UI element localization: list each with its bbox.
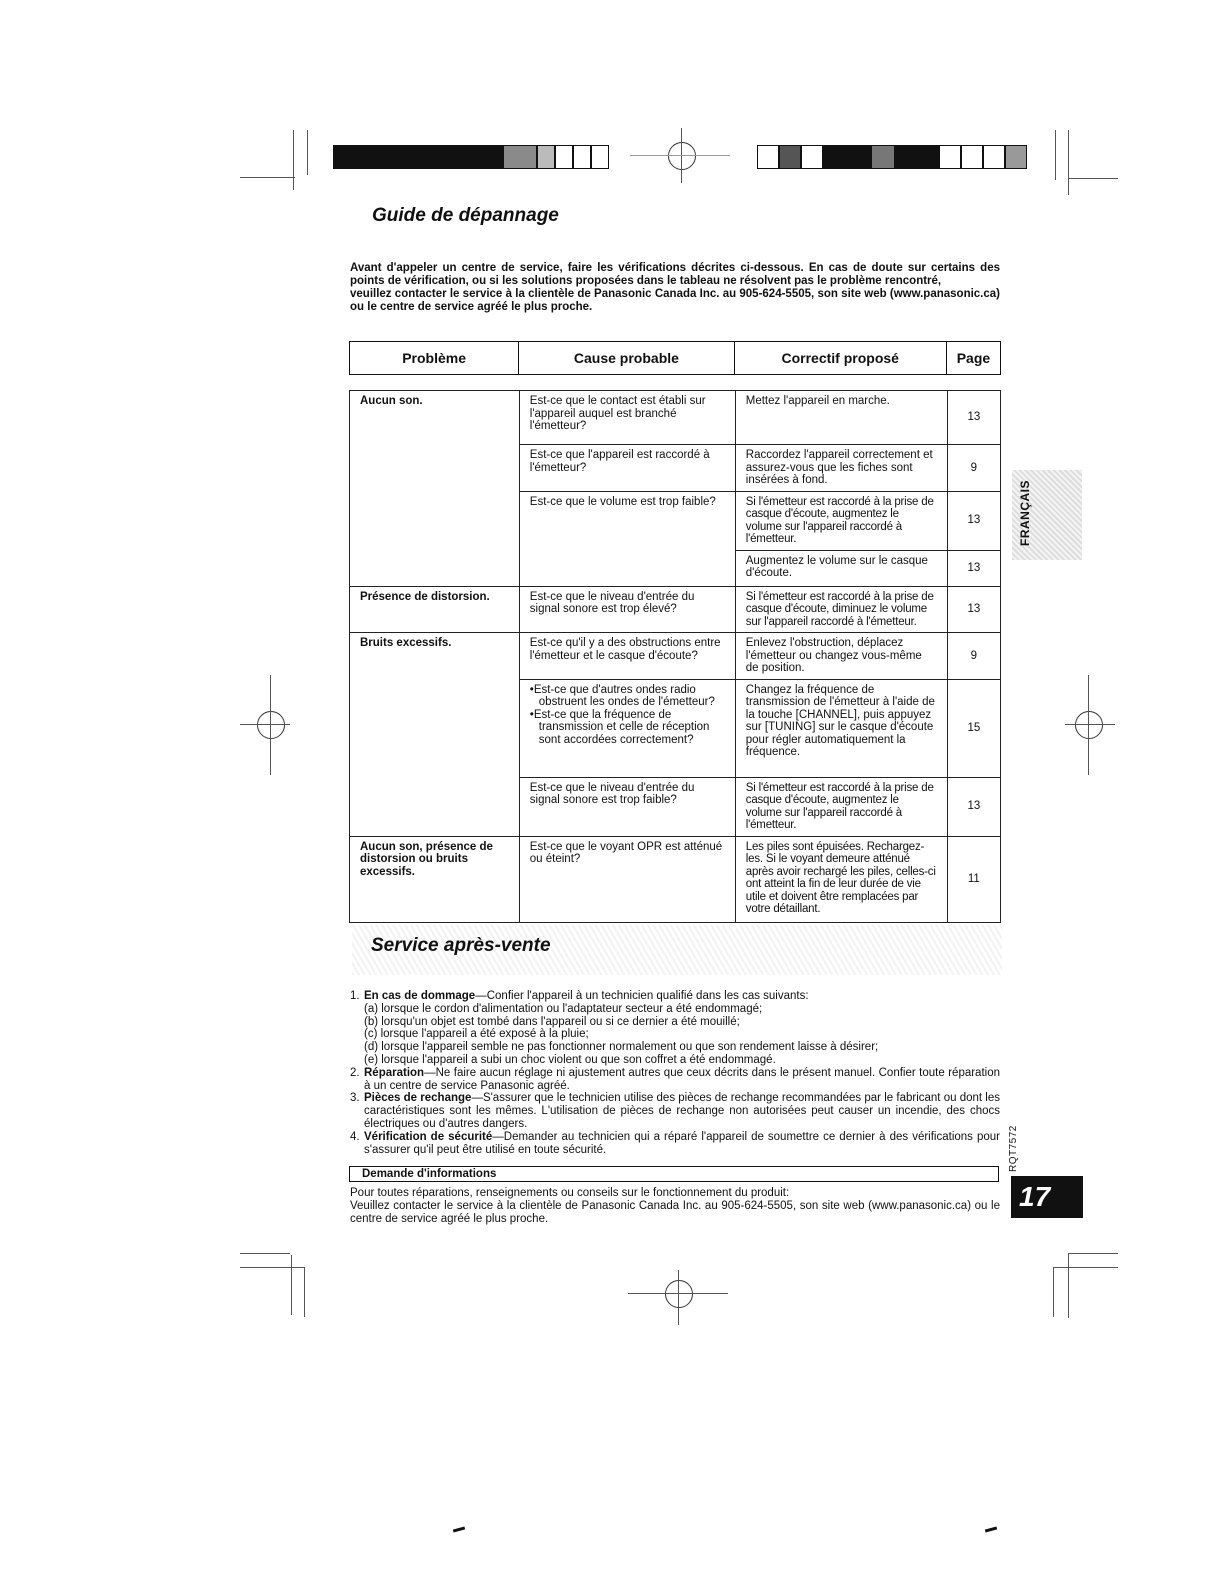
cause-cell: Est-ce qu'il y a des obstructions entre l'émetteur et le casque d'écoute? — [519, 633, 735, 680]
item-text: —S'assurer que le technicien utilise des pièces de rechange recommandées par le fabricant ou dont les caractéristiques sont les mêmes. L'utilisation de pièces de rechange non autorisées peut causer un incendie, des chocs électriques ou d'autres dangers. — [364, 1092, 1000, 1130]
table-row — [350, 633, 1001, 680]
item-number: 3. — [350, 1092, 360, 1105]
page-cell: 13 — [947, 391, 1000, 445]
intro-text — [350, 262, 1000, 314]
header-color-bar-left — [333, 145, 609, 169]
sub-item: (b) lorsqu'un objet est tombé dans l'appareil ou si ce dernier a été mouillé; — [364, 1015, 740, 1028]
header-color-bar-right — [757, 145, 1027, 169]
list-item — [350, 1092, 1000, 1130]
item-number: 1. — [350, 990, 360, 1002]
bottom-mark-left — [453, 1526, 465, 1532]
col-page: Page — [946, 342, 1000, 375]
item-number: 4. — [350, 1130, 360, 1143]
col-problem: Problème — [350, 342, 519, 375]
cause-cell — [519, 679, 735, 777]
sub-item: (e) lorsque l'appareil a subi un choc violent ou que son coffret a été endommagé. — [364, 1053, 776, 1066]
item-text: —Demander au technicien qui a réparé l'appareil de soumettre ce dernier à des vérifications pour s'assurer qu'il peut être utilisé en toute sécurité. — [364, 1130, 1000, 1156]
page-cell: 13 — [947, 550, 1000, 586]
problem-cell: Bruits excessifs. — [350, 633, 520, 837]
page-cell: 13 — [947, 777, 1000, 836]
item-number: 2. — [350, 1066, 360, 1079]
troubleshooting-table — [349, 390, 1001, 923]
language-tab-label: FRANÇAIS — [1018, 480, 1032, 546]
troubleshooting-table-header — [349, 341, 1001, 375]
problem-cell: Aucun son, présence de distorsion ou bruits excessifs. — [350, 836, 520, 922]
list-item — [350, 990, 1000, 1067]
problem-cell: Présence de distorsion. — [350, 586, 520, 633]
contact-text — [350, 1187, 1000, 1226]
contact-line: Pour toutes réparations, renseignements ou conseils sur le fonctionnement du produit: — [350, 1187, 790, 1199]
cause-bullet-list — [530, 684, 725, 747]
list-item — [350, 1067, 1000, 1093]
cause-cell: Est-ce que le voyant OPR est atténué ou éteint? — [519, 836, 735, 922]
cause-cell: Est-ce que le contact est établi sur l'appareil auquel est branché l'émetteur? — [519, 391, 735, 445]
section-title: Service après-vente — [371, 935, 551, 956]
fix-cell: Raccordez l'appareil correctement et assurez-vous que les fiches sont insérées à fond. — [735, 445, 947, 492]
cause-cell: Est-ce que le niveau d'entrée du signal sonore est trop faible? — [519, 777, 735, 836]
intro-line: veuillez contacter le service à la clientèle de Panasonic Canada Inc. au 905-624-5505, son site web (www.panasonic.ca) ou le centre de service agréé le plus proche. — [350, 288, 1000, 313]
page-cell: 11 — [947, 836, 1000, 922]
fix-cell: Mettez l'appareil en marche. — [735, 391, 947, 445]
sub-item: (c) lorsque l'appareil a été exposé à la pluie; — [364, 1028, 589, 1041]
page-cell: 15 — [947, 679, 1000, 777]
page-number-badge: 17 — [1011, 1176, 1083, 1218]
page-cell: 13 — [947, 586, 1000, 633]
page-cell: 9 — [947, 633, 1000, 680]
table-row — [350, 586, 1001, 633]
item-heading: En cas de dommage — [364, 990, 476, 1002]
item-text: —Confier l'appareil à un technicien qualifié dans les cas suivants: — [475, 990, 809, 1002]
list-item: • Est-ce que d'autres ondes radio obstruent les ondes de l'émetteur? — [539, 684, 725, 709]
cause-cell: Est-ce que l'appareil est raccordé à l'émetteur? — [519, 445, 735, 492]
item-heading: Vérification de sécurité — [364, 1130, 493, 1143]
fix-cell: Changez la fréquence de transmission de l'émetteur à l'aide de la touche [CHANNEL], puis appuyez sur [TUNING] sur le casque d'écoute pour régler automatiquement la fréquence. — [735, 679, 947, 777]
list-item: • Est-ce que la fréquence de transmission et celle de réception sont accordées correctement? — [539, 709, 725, 747]
cause-cell: Est-ce que le niveau d'entrée du signal sonore est trop élevé? — [519, 586, 735, 633]
col-fix: Correctif proposé — [734, 342, 946, 375]
page-cell: 9 — [947, 445, 1000, 492]
bottom-mark-right — [985, 1526, 997, 1532]
sub-item: (a) lorsque le cordon d'alimentation ou l'adaptateur secteur a été endommagé; — [364, 1002, 763, 1015]
col-cause: Cause probable — [519, 342, 734, 375]
page-title: Guide de dépannage — [372, 205, 559, 226]
item-text: —Ne faire aucun réglage ni ajustement autres que ceux décrits dans le présent manuel. Confier toute réparation à un centre de service Panasonic agréé. — [364, 1066, 1000, 1092]
intro-line: Avant d'appeler un centre de service, faire les vérifications décrites ci-dessous. En cas de doute sur certains des points de vérification, ou si les solutions proposées dans le tableau ne résolvent pas le problème rencontré, — [350, 262, 1000, 287]
problem-cell: Aucun son. — [350, 391, 520, 587]
fix-cell: Les piles sont épuisées. Rechargez-les. Si le voyant demeure atténué après avoir rechargé les piles, celles-ci ont atteint la fin de leur durée de vie utile et doivent être remplacées par votre détaillant. — [735, 836, 947, 922]
info-request-heading: Demande d'informations — [349, 1166, 999, 1182]
fix-cell: Si l'émetteur est raccordé à la prise de casque d'écoute, augmentez le volume sur l'appareil raccordé à l'émetteur. — [735, 491, 947, 550]
fix-cell: Augmentez le volume sur le casque d'écoute. — [735, 550, 947, 586]
item-heading: Pièces de rechange — [364, 1092, 472, 1105]
service-list — [350, 990, 1000, 1156]
contact-line: Veuillez contacter le service à la clientèle de Panasonic Canada Inc. au 905-624-5505, son site web (www.panasonic.ca) ou le centre de service agréé le plus proche. — [350, 1200, 1000, 1225]
fix-cell: Enlevez l'obstruction, déplacez l'émetteur ou changez vous-même de position. — [735, 633, 947, 680]
list-item — [350, 1131, 1000, 1157]
page-cell: 13 — [947, 491, 1000, 550]
table-row — [350, 391, 1001, 445]
document-code: RQT7572 — [1008, 1125, 1019, 1172]
table-row — [350, 836, 1001, 922]
item-heading: Réparation — [364, 1066, 425, 1079]
cause-cell: Est-ce que le volume est trop faible? — [519, 491, 735, 586]
fix-cell: Si l'émetteur est raccordé à la prise de casque d'écoute, diminuez le volume sur l'appareil raccordé à l'émetteur. — [735, 586, 947, 633]
sub-item: (d) lorsque l'appareil semble ne pas fonctionner normalement ou que son rendement laisse à désirer; — [364, 1041, 879, 1054]
fix-cell: Si l'émetteur est raccordé à la prise de casque d'écoute, augmentez le volume sur l'appareil raccordé à l'émetteur. — [735, 777, 947, 836]
